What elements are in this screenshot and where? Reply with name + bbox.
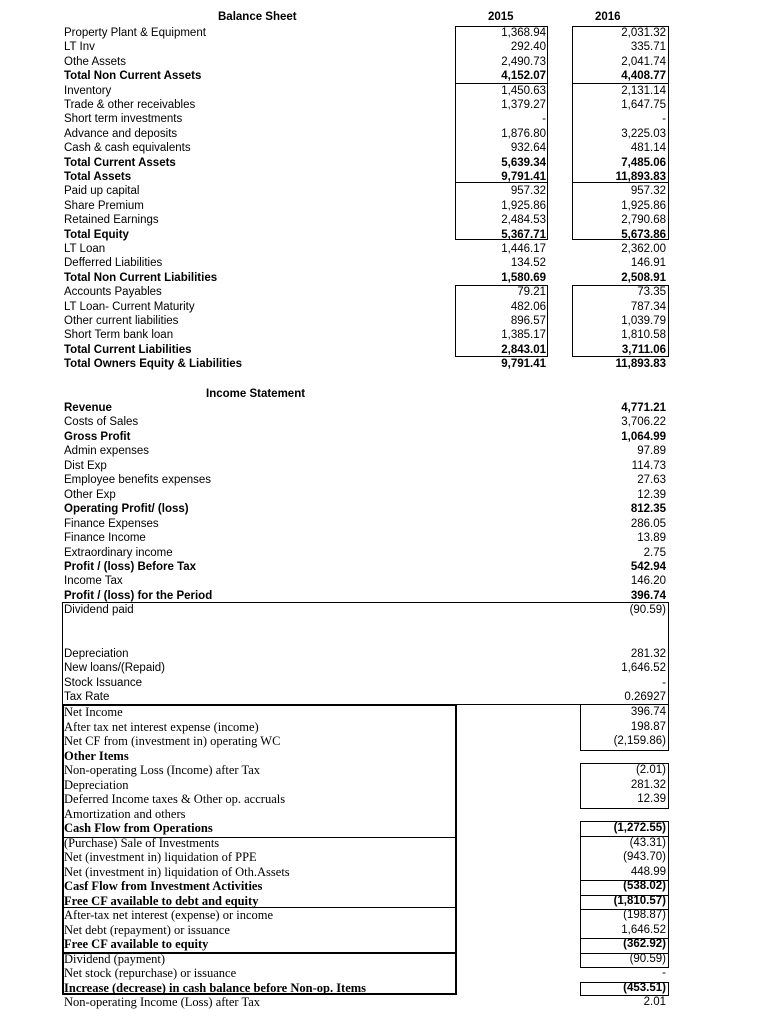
bs-row-value-2016: 481.14	[630, 142, 666, 155]
bs-row-value-2016: 4,408.77	[621, 70, 666, 83]
cf-row-label: Free CF available to debt and equity	[64, 893, 259, 908]
bs-row-value-2015: 79.21	[517, 286, 546, 299]
cf-row-label: Amortization and others	[64, 806, 186, 821]
bs-row-value-2015: 957.32	[510, 185, 546, 198]
cf-row-value: (198.87)	[623, 909, 666, 921]
other-item-value: 281.32	[630, 648, 666, 660]
other-item-value: 1,646.52	[621, 662, 666, 675]
is-row-value: 396.74	[630, 589, 666, 602]
is-row-label: Profit / (loss) for the Period	[64, 589, 213, 602]
cf-row-label: (Purchase) Sale of Investments	[64, 835, 220, 850]
bs-row-value-2015: 932.64	[510, 142, 546, 155]
column-header-2016: 2016	[595, 11, 621, 23]
bs-row-value-2015: 5,639.34	[501, 156, 546, 169]
cf-row-label: Free CF available to equity	[64, 937, 209, 951]
cf-row-label: Other Items	[64, 748, 129, 763]
cf-row-label: Net CF from (investment in) operating WC	[64, 734, 281, 748]
cf-row-value: (2.01)	[635, 764, 666, 776]
bs-row-value-2015: 1,368.94	[501, 27, 546, 39]
bs-row-value-2015: 5,367.71	[501, 228, 546, 241]
bs-row-value-2015: 1,876.80	[501, 127, 546, 140]
bs-row-value-2015: 1,446.17	[501, 243, 546, 255]
bs-row-label: Total Non Current Assets	[64, 70, 202, 83]
cf-row-value: 12.39	[637, 793, 666, 805]
bs-row-value-2016: 2,790.68	[621, 214, 666, 227]
bs-row-value-2016: 5,673.86	[621, 228, 666, 241]
balance-sheet-title: Balance Sheet	[218, 11, 297, 23]
cf-row-label: Dividend (payment)	[64, 951, 166, 966]
bs-row-value-2016: 11,893.83	[615, 171, 666, 183]
bs-row-value-2015: 1,385.17	[501, 329, 546, 342]
cf-row-value: (362.92)	[623, 938, 666, 950]
bs-row-value-2016: 73.35	[637, 286, 666, 299]
other-item-value: -	[662, 676, 666, 689]
cf-row-value: 448.99	[630, 865, 666, 878]
bs-row-value-2016: 957.32	[630, 185, 666, 198]
is-row-label: Income Tax	[64, 575, 123, 588]
cf-row-value: (453.51)	[623, 981, 666, 994]
bs-row-label: Total Current Liabilities	[64, 343, 192, 356]
cf-row-label: After tax net interest expense (income)	[64, 719, 259, 734]
is-row-label: Dist Exp	[64, 459, 107, 472]
bs-row-label: Inventory	[64, 84, 112, 97]
cf-row-value: (538.02)	[623, 880, 666, 892]
is-row-label: Dividend paid	[64, 604, 134, 617]
cf-row-label: Cash Flow from Operations	[64, 821, 213, 835]
is-row-value: 13.89	[637, 532, 666, 545]
is-row-label: Employee benefits expenses	[64, 474, 212, 487]
is-row-value: (90.59)	[629, 604, 666, 617]
bs-row-label: Retained Earnings	[64, 214, 159, 227]
cf-row-value: (43.31)	[629, 836, 666, 849]
cf-row-label: After-tax net interest (expense) or income	[64, 908, 274, 922]
cf-row-label: Non-operating Loss (Income) after Tax	[64, 763, 261, 777]
bs-row-value-2016: 3,225.03	[621, 127, 666, 140]
bs-row-value-2016: 1,810.58	[621, 329, 666, 342]
cf-row-value: 198.87	[630, 720, 666, 733]
is-row-value: 146.20	[630, 575, 666, 588]
cf-row-label: Net debt (repayment) or issuance	[64, 922, 230, 937]
is-row-value: 812.35	[630, 503, 666, 516]
is-row-value: 542.94	[630, 560, 666, 573]
cf-row-label: Deferred Income taxes & Other op. accruals	[64, 792, 286, 806]
other-item-label: New loans/(Repaid)	[64, 662, 165, 675]
bs-row-label: Share Premium	[64, 199, 144, 212]
is-row-value: 286.05	[630, 517, 666, 530]
cf-row-value: 281.32	[630, 778, 666, 791]
bs-row-value-2015: 1,925.86	[501, 199, 546, 212]
is-row-label: Revenue	[64, 402, 112, 414]
bs-row-value-2015: -	[542, 113, 546, 126]
bs-row-value-2015: 2,843.01	[501, 343, 546, 356]
bs-row-value-2016: 787.34	[630, 300, 666, 313]
is-row-value: 27.63	[637, 474, 666, 487]
is-row-value: 1,064.99	[621, 430, 666, 443]
bs-row-value-2015: 9,791.41	[501, 171, 546, 183]
other-item-label: Tax Rate	[64, 691, 110, 704]
other-item-label: Depreciation	[64, 648, 129, 660]
bs-row-value-2016: 2,031.32	[621, 27, 666, 39]
cf-row-value: 1,646.52	[621, 923, 666, 936]
bs-row-value-2015: 482.06	[510, 300, 546, 313]
cf-row-value: -	[662, 967, 666, 979]
is-row-value: 2.75	[643, 546, 666, 559]
bs-row-value-2015: 1,450.63	[501, 84, 546, 97]
is-row-value: 4,771.21	[621, 402, 666, 414]
cf-row-label: Net Income	[64, 705, 123, 719]
bs-row-value-2016: 2,362.00	[621, 243, 666, 255]
bs-row-label: Property Plant & Equipment	[64, 27, 206, 39]
bs-row-value-2015: 1,379.27	[501, 99, 546, 111]
bs-row-label: LT Loan- Current Maturity	[64, 300, 195, 313]
cf-row-value: 2.01	[643, 996, 666, 1008]
bs-row-label: Short Term bank loan	[64, 329, 174, 342]
cf-row-value: (1,810.57)	[613, 894, 666, 907]
is-row-label: Gross Profit	[64, 430, 131, 443]
cf-row-label: Increase (decrease) in cash balance before Non-op. Items	[64, 980, 367, 995]
bs-row-label: Total Non Current Liabilities	[64, 271, 218, 284]
cf-row-value: 396.74	[630, 706, 666, 718]
bs-row-label: Cash & cash equivalents	[64, 142, 191, 155]
bs-row-value-2016: -	[662, 113, 666, 126]
bs-row-value-2015: 1,580.69	[501, 271, 546, 284]
bs-row-value-2015: 292.40	[510, 41, 546, 54]
is-row-label: Admin expenses	[64, 445, 150, 458]
bs-row-label: Total Equity	[64, 228, 129, 241]
cf-row-label: Net (investment in) liquidation of Oth.Assets	[64, 864, 290, 879]
is-row-label: Costs of Sales	[64, 416, 139, 429]
bs-row-label: LT Loan	[64, 243, 106, 255]
is-row-value: 114.73	[631, 459, 666, 472]
is-row-label: Finance Expenses	[64, 517, 159, 530]
bs-row-label: Total Owners Equity & Liabilities	[64, 358, 243, 371]
cf-row-label: Net (investment in) liquidation of PPE	[64, 850, 257, 864]
bs-row-label: Advance and deposits	[64, 127, 178, 140]
cf-row-value: (1,272.55)	[613, 822, 666, 834]
cf-row-value: (2,159.86)	[613, 735, 666, 747]
bs-row-value-2016: 1,647.75	[621, 99, 666, 111]
is-row-label: Other Exp	[64, 488, 116, 501]
bs-row-value-2015: 896.57	[510, 315, 546, 327]
bs-row-value-2015: 4,152.07	[501, 70, 546, 83]
income-statement-title: Income Statement	[206, 388, 306, 400]
cf-row-value: (943.70)	[623, 851, 666, 863]
bs-row-label: Total Assets	[64, 171, 132, 183]
bs-row-value-2016: 3,711.06	[621, 343, 666, 356]
bs-row-value-2016: 1,039.79	[621, 315, 666, 327]
other-item-label: Stock Issuance	[64, 676, 142, 689]
column-header-2015: 2015	[488, 11, 514, 23]
bs-row-value-2016: 2,508.91	[621, 271, 666, 284]
bs-row-label: Total Current Assets	[64, 156, 176, 169]
bs-row-value-2016: 11,893.83	[615, 358, 666, 371]
is-row-value: 12.39	[637, 488, 666, 501]
bs-row-value-2016: 2,131.14	[621, 84, 666, 97]
bs-row-value-2016: 146.91	[630, 257, 666, 270]
is-row-label: Extraordinary income	[64, 546, 173, 559]
bs-row-label: Othe Assets	[64, 55, 127, 68]
bs-row-label: Other current liabilities	[64, 315, 179, 327]
bs-row-value-2015: 2,490.73	[501, 55, 546, 68]
bs-row-value-2015: 134.52	[510, 257, 546, 270]
cf-row-label: Casf Flow from Investment Activities	[64, 879, 263, 893]
bs-row-value-2015: 9,791.41	[501, 358, 546, 371]
other-item-value: 0.26927	[624, 691, 666, 704]
cf-row-label: Depreciation	[64, 777, 129, 792]
bs-row-label: Paid up capital	[64, 185, 140, 198]
bs-row-value-2016: 2,041.74	[621, 55, 666, 68]
is-row-value: 97.89	[637, 445, 666, 458]
bs-row-label: LT Inv	[64, 41, 95, 54]
is-row-label: Finance Income	[64, 532, 146, 545]
bs-row-label: Defferred Liabilities	[64, 257, 163, 270]
cf-row-label: Net stock (repurchase) or issuance	[64, 966, 237, 980]
cf-row-value: (90.59)	[629, 952, 666, 965]
bs-row-label: Trade & other receivables	[64, 99, 196, 111]
bs-row-value-2016: 335.71	[630, 41, 666, 54]
is-row-value: 3,706.22	[621, 416, 666, 429]
bs-row-value-2016: 1,925.86	[621, 199, 666, 212]
bs-row-value-2016: 7,485.06	[621, 156, 666, 169]
bs-row-label: Short term investments	[64, 113, 183, 126]
bs-row-value-2015: 2,484.53	[501, 214, 546, 227]
is-row-label: Profit / (loss) Before Tax	[64, 560, 197, 573]
cf-row-label: Non-operating Income (Loss) after Tax	[64, 995, 261, 1009]
is-row-label: Operating Profit/ (loss)	[64, 503, 189, 516]
bs-row-label: Accounts Payables	[64, 286, 162, 299]
